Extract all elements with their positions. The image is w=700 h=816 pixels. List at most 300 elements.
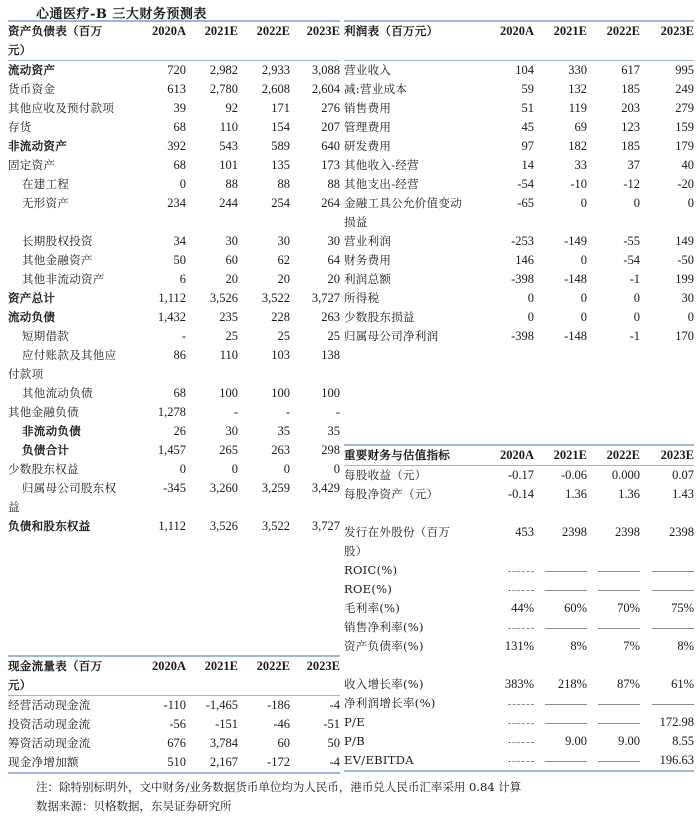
value-cell: 2,780 <box>209 82 238 96</box>
table-row <box>8 327 340 346</box>
table-row <box>8 156 340 175</box>
table-row <box>8 753 340 773</box>
value-cell: 264 <box>321 196 340 210</box>
value-cell: 0 <box>179 462 186 476</box>
row-label: 存货 <box>8 120 32 134</box>
header-label: 重要财务与估值指标 <box>344 445 494 466</box>
note-text: 注：除特别标明外，文中财务/业务数据货币单位均为人民币，港币兑人民币汇率采用 0.84 计算 <box>36 780 522 794</box>
row-label: P/E <box>344 715 365 729</box>
dash-placeholder <box>598 628 640 629</box>
row-label: 发行在外股份（百万 <box>344 525 451 539</box>
cash-flow-table <box>8 655 340 774</box>
table-header-row-cont <box>344 41 694 61</box>
dash-placeholder <box>508 704 534 705</box>
value-cell <box>186 213 238 232</box>
row-label: 收入增长率(%) <box>344 677 424 691</box>
value-cell: 171 <box>271 101 290 115</box>
year-header: 2021E <box>186 656 238 676</box>
table-row <box>344 637 694 656</box>
value-cell: 0 <box>687 196 694 210</box>
value-cell: 60 <box>277 736 290 750</box>
value-cell: -4 <box>290 753 340 773</box>
row-label: 非流动资产 <box>8 139 67 153</box>
value-cell <box>494 694 534 713</box>
value-cell <box>290 365 340 384</box>
row-label: 无形资产 <box>22 196 70 210</box>
value-cell: 45 <box>521 120 534 134</box>
empty-cell <box>290 676 340 696</box>
table-row <box>344 137 694 156</box>
row-label: 营业收入 <box>344 61 494 81</box>
value-cell: 86 <box>173 348 186 362</box>
row-label: 其他应收及预付款项 <box>8 101 115 115</box>
value-cell: -1,465 <box>186 696 238 716</box>
value-cell <box>186 365 238 384</box>
row-label: 财务费用 <box>344 253 392 267</box>
row-label: 负债和股东权益 <box>8 519 91 533</box>
table-row <box>8 308 340 327</box>
value-cell: 20 <box>327 272 340 286</box>
value-cell <box>534 656 587 675</box>
value-cell <box>534 542 587 561</box>
value-cell: 30 <box>277 234 290 248</box>
value-cell: 7% <box>623 639 640 653</box>
dash-placeholder <box>598 723 640 724</box>
row-label: P/B <box>344 734 365 748</box>
row-label: 每股净资产（元） <box>344 487 439 501</box>
value-cell: 100 <box>271 386 290 400</box>
value-cell: 88 <box>277 177 290 191</box>
value-cell: 35 <box>327 424 340 438</box>
value-cell: 170 <box>675 329 694 343</box>
empty-cell <box>534 41 587 61</box>
value-cell: -0.14 <box>507 487 534 501</box>
table-row <box>344 675 694 694</box>
value-cell: 218% <box>557 677 587 691</box>
value-cell: 0 <box>580 196 587 210</box>
value-cell: 207 <box>321 120 340 134</box>
value-cell: 44% <box>511 601 534 615</box>
value-cell: 30 <box>681 291 694 305</box>
value-cell: 8% <box>677 639 694 653</box>
value-cell: 392 <box>167 139 186 153</box>
dash-placeholder <box>545 761 587 762</box>
value-cell: - <box>285 405 290 419</box>
table-row <box>8 715 340 734</box>
value-cell: -50 <box>677 253 694 267</box>
value-cell: 26 <box>173 424 186 438</box>
year-header: 2021E <box>186 21 238 41</box>
year-header: 2022E <box>238 656 290 676</box>
table-row <box>8 441 340 460</box>
value-cell: 131% <box>504 639 534 653</box>
value-cell: - <box>233 405 238 419</box>
row-label: 研发费用 <box>344 139 392 153</box>
value-cell <box>494 656 534 675</box>
year-header: 2022E <box>587 21 640 41</box>
value-cell: 123 <box>621 120 640 134</box>
table-row <box>8 384 340 403</box>
year-header: 2023E <box>640 21 694 41</box>
table-header-row <box>8 656 340 676</box>
empty-cell <box>134 676 186 696</box>
table-row <box>344 175 694 194</box>
value-cell: 3,522 <box>261 519 290 533</box>
dash-placeholder <box>508 723 534 724</box>
dash-placeholder <box>508 590 534 591</box>
value-cell: 1.43 <box>672 487 694 501</box>
value-cell: 2,933 <box>238 61 290 81</box>
value-cell: 1,432 <box>157 310 186 324</box>
value-cell: 279 <box>675 101 694 115</box>
value-cell: 8.55 <box>672 734 694 748</box>
value-cell: 510 <box>134 753 186 773</box>
dash-placeholder <box>545 723 587 724</box>
table-row <box>8 346 340 365</box>
table-row <box>8 61 340 81</box>
header-label-cont: 元） <box>8 678 32 692</box>
value-cell: 50 <box>173 253 186 267</box>
value-cell: 100 <box>321 386 340 400</box>
value-cell: 249 <box>675 82 694 96</box>
value-cell: 2,982 <box>186 61 238 81</box>
value-cell: 228 <box>271 310 290 324</box>
value-cell: 51 <box>521 101 534 115</box>
table-row <box>8 460 340 479</box>
row-label: 固定资产 <box>8 158 56 172</box>
value-cell: 20 <box>225 272 238 286</box>
row-label: EV/EBITDA <box>344 751 494 771</box>
row-label: 流动负债 <box>8 310 56 324</box>
row-label: 货币资金 <box>8 82 56 96</box>
dash-placeholder <box>652 571 694 572</box>
value-cell: 244 <box>219 196 238 210</box>
header-label: 利润表（百万元） <box>344 21 494 41</box>
value-cell <box>534 751 587 771</box>
value-cell <box>534 213 587 232</box>
table-row <box>344 599 694 618</box>
table-row <box>344 270 694 289</box>
value-cell: 2398 <box>669 525 694 539</box>
value-cell: 173 <box>321 158 340 172</box>
row-label: 营业利润 <box>344 234 392 248</box>
table-row <box>8 137 340 156</box>
table-row <box>8 498 340 517</box>
value-cell: 25 <box>225 329 238 343</box>
value-cell: 589 <box>271 139 290 153</box>
value-cell <box>640 504 694 523</box>
value-cell: 14 <box>521 158 534 172</box>
year-header: 2022E <box>238 21 290 41</box>
year-header: 2022E <box>587 445 640 466</box>
value-cell <box>534 713 587 732</box>
header-label-cont: 元） <box>8 43 32 57</box>
empty-cell <box>186 41 238 61</box>
value-cell <box>494 732 534 751</box>
table-row <box>8 479 340 498</box>
table-row <box>8 232 340 251</box>
table-row <box>344 213 694 232</box>
empty-cell <box>494 41 534 61</box>
value-cell: 30 <box>225 234 238 248</box>
page-title: 心通医疗-B 三大财务预测表 <box>36 7 207 22</box>
table-row <box>344 327 694 346</box>
value-cell <box>186 498 238 517</box>
value-cell: 2398 <box>562 525 587 539</box>
dash-placeholder <box>545 571 587 572</box>
value-cell <box>587 213 640 232</box>
row-label <box>344 656 494 675</box>
row-label: 在建工程 <box>22 177 70 191</box>
dash-placeholder <box>508 742 534 743</box>
value-cell: - <box>335 405 340 419</box>
dash-placeholder <box>598 761 640 762</box>
row-label: 负债合计 <box>22 443 70 457</box>
value-cell: 3,727 <box>311 291 340 305</box>
value-cell: 146 <box>515 253 534 267</box>
value-cell: 3,522 <box>261 291 290 305</box>
table-row <box>8 734 340 753</box>
table-row <box>8 213 340 232</box>
row-label: 益 <box>8 500 20 514</box>
value-cell: 68 <box>173 386 186 400</box>
row-label: 减:营业成本 <box>344 82 408 96</box>
dash-placeholder <box>598 590 640 591</box>
table-row <box>344 99 694 118</box>
value-cell: 2,608 <box>261 82 290 96</box>
row-label: 其他金融资产 <box>22 253 93 267</box>
value-cell: 1,112 <box>158 519 186 533</box>
row-label: 金融工具公允价值变动 <box>344 196 462 210</box>
row-label: 其他流动负债 <box>22 386 93 400</box>
value-cell: 60% <box>564 601 587 615</box>
value-cell: 9.00 <box>565 734 587 748</box>
row-label: 损益 <box>344 215 368 229</box>
value-cell: 234 <box>167 196 186 210</box>
value-cell <box>134 365 186 384</box>
value-cell: 40 <box>681 158 694 172</box>
table-row <box>344 580 694 599</box>
value-cell: -0.17 <box>494 466 534 486</box>
value-cell: -345 <box>163 481 186 495</box>
value-cell: 25 <box>327 329 340 343</box>
value-cell: 203 <box>621 101 640 115</box>
value-cell: 3,429 <box>311 481 340 495</box>
table-row <box>344 308 694 327</box>
value-cell: 0.07 <box>640 466 694 486</box>
table-row <box>8 403 340 422</box>
dash-placeholder <box>545 704 587 705</box>
value-cell: 61% <box>671 677 694 691</box>
value-cell <box>534 618 587 637</box>
value-cell: 263 <box>271 443 290 457</box>
value-cell: 69 <box>574 120 587 134</box>
value-cell <box>587 542 640 561</box>
value-cell: 383% <box>504 677 534 691</box>
value-cell: 154 <box>271 120 290 134</box>
row-label: 归属母公司净利润 <box>344 329 439 343</box>
value-cell: -186 <box>238 696 290 716</box>
value-cell <box>640 213 694 232</box>
row-label: 经营活动现金流 <box>8 696 134 716</box>
value-cell: 159 <box>675 120 694 134</box>
value-cell: 0 <box>231 462 238 476</box>
value-cell <box>494 751 534 771</box>
table-row <box>344 194 694 213</box>
row-label: 资产总计 <box>8 291 56 305</box>
value-cell <box>494 504 534 523</box>
table-row <box>344 523 694 542</box>
row-label <box>8 213 134 232</box>
value-cell: 2398 <box>615 525 640 539</box>
value-cell: 199 <box>675 272 694 286</box>
value-cell: 2,604 <box>311 82 340 96</box>
value-cell: 0 <box>179 177 186 191</box>
value-cell: 68 <box>173 120 186 134</box>
table-row <box>8 251 340 270</box>
value-cell: 1,278 <box>157 405 186 419</box>
value-cell: 185 <box>621 82 640 96</box>
value-cell: 0 <box>283 462 290 476</box>
value-cell: 110 <box>219 120 238 134</box>
value-cell <box>134 213 186 232</box>
value-cell <box>238 365 290 384</box>
row-label: 所得税 <box>344 291 380 305</box>
value-cell <box>587 504 640 523</box>
value-cell: 3,526 <box>209 291 238 305</box>
value-cell <box>640 542 694 561</box>
year-header: 2021E <box>534 445 587 466</box>
value-cell <box>534 694 587 713</box>
value-cell: 75% <box>671 601 694 615</box>
value-cell <box>587 561 640 580</box>
dash-placeholder <box>545 628 587 629</box>
value-cell: 453 <box>515 525 534 539</box>
row-label: 其他金融负债 <box>8 405 79 419</box>
value-cell: -4 <box>290 696 340 716</box>
header-label-cont <box>344 41 494 61</box>
value-cell: -54 <box>623 253 640 267</box>
value-cell: 100 <box>219 386 238 400</box>
value-cell: 235 <box>219 310 238 324</box>
value-cell: 0 <box>633 310 640 324</box>
dash-placeholder <box>652 628 694 629</box>
value-cell: 92 <box>225 101 238 115</box>
value-cell: 0 <box>580 291 587 305</box>
value-cell: 88 <box>327 177 340 191</box>
value-cell: -54 <box>517 177 534 191</box>
value-cell: 1,112 <box>158 291 186 305</box>
row-label: 净利润增长率(%) <box>344 696 436 710</box>
value-cell <box>534 561 587 580</box>
value-cell: 182 <box>568 139 587 153</box>
value-cell: 104 <box>494 61 534 81</box>
value-cell: 3,727 <box>311 519 340 533</box>
year-header: 2021E <box>534 21 587 41</box>
balance-sheet-table <box>8 20 340 536</box>
table-header-row <box>344 21 694 41</box>
table-row <box>344 656 694 675</box>
value-cell: -110 <box>134 696 186 716</box>
value-cell: 720 <box>134 61 186 81</box>
table-row <box>344 618 694 637</box>
row-label: 其他非流动资产 <box>22 272 105 286</box>
dash-placeholder <box>598 571 640 572</box>
table-row <box>344 251 694 270</box>
value-cell: 39 <box>173 101 186 115</box>
value-cell <box>290 213 340 232</box>
value-cell: 70% <box>617 601 640 615</box>
dash-placeholder <box>545 590 587 591</box>
value-cell: -0.06 <box>534 466 587 486</box>
footnotes <box>36 778 521 816</box>
value-cell: 298 <box>321 443 340 457</box>
value-cell: -1 <box>629 272 640 286</box>
table-row <box>344 289 694 308</box>
row-label: 销售净利率(%) <box>344 620 424 634</box>
row-label: 毛利率(%) <box>344 601 401 615</box>
key-metrics-table <box>344 444 694 772</box>
dash-placeholder <box>508 628 534 629</box>
value-cell: 132 <box>568 82 587 96</box>
table-row <box>8 80 340 99</box>
dash-placeholder <box>508 761 534 762</box>
value-cell: -1 <box>629 329 640 343</box>
table-row <box>8 365 340 384</box>
value-cell: 30 <box>225 424 238 438</box>
row-label: 流动资产 <box>8 61 134 81</box>
value-cell <box>587 580 640 599</box>
value-cell: -398 <box>511 272 534 286</box>
value-cell: 1.36 <box>618 487 640 501</box>
row-label: 资产负债率(%) <box>344 639 424 653</box>
value-cell <box>238 213 290 232</box>
table-row <box>8 517 340 536</box>
value-cell: -56 <box>169 717 186 731</box>
value-cell: 3,259 <box>261 481 290 495</box>
value-cell: 330 <box>534 61 587 81</box>
value-cell: 101 <box>219 158 238 172</box>
value-cell <box>534 504 587 523</box>
value-cell: -398 <box>511 329 534 343</box>
value-cell: 149 <box>675 234 694 248</box>
value-cell: 1,457 <box>157 443 186 457</box>
value-cell: -12 <box>623 177 640 191</box>
value-cell: 2,167 <box>186 753 238 773</box>
value-cell: 110 <box>219 348 238 362</box>
value-cell: 0.000 <box>587 466 640 486</box>
value-cell: 254 <box>271 196 290 210</box>
value-cell: 97 <box>521 139 534 153</box>
table-row <box>8 270 340 289</box>
dash-placeholder <box>508 571 534 572</box>
empty-cell <box>238 676 290 696</box>
table-row <box>344 61 694 81</box>
value-cell <box>534 580 587 599</box>
table-row <box>344 751 694 771</box>
table-row <box>344 732 694 751</box>
value-cell: - <box>181 329 186 343</box>
value-cell: 172.98 <box>659 715 694 729</box>
empty-cell <box>290 41 340 61</box>
value-cell: -149 <box>564 234 587 248</box>
value-cell: 138 <box>321 348 340 362</box>
table-header-row <box>8 21 340 41</box>
table-row <box>8 175 340 194</box>
table-row <box>344 485 694 504</box>
row-label: 长期股权投资 <box>22 234 93 248</box>
table-row <box>344 504 694 523</box>
